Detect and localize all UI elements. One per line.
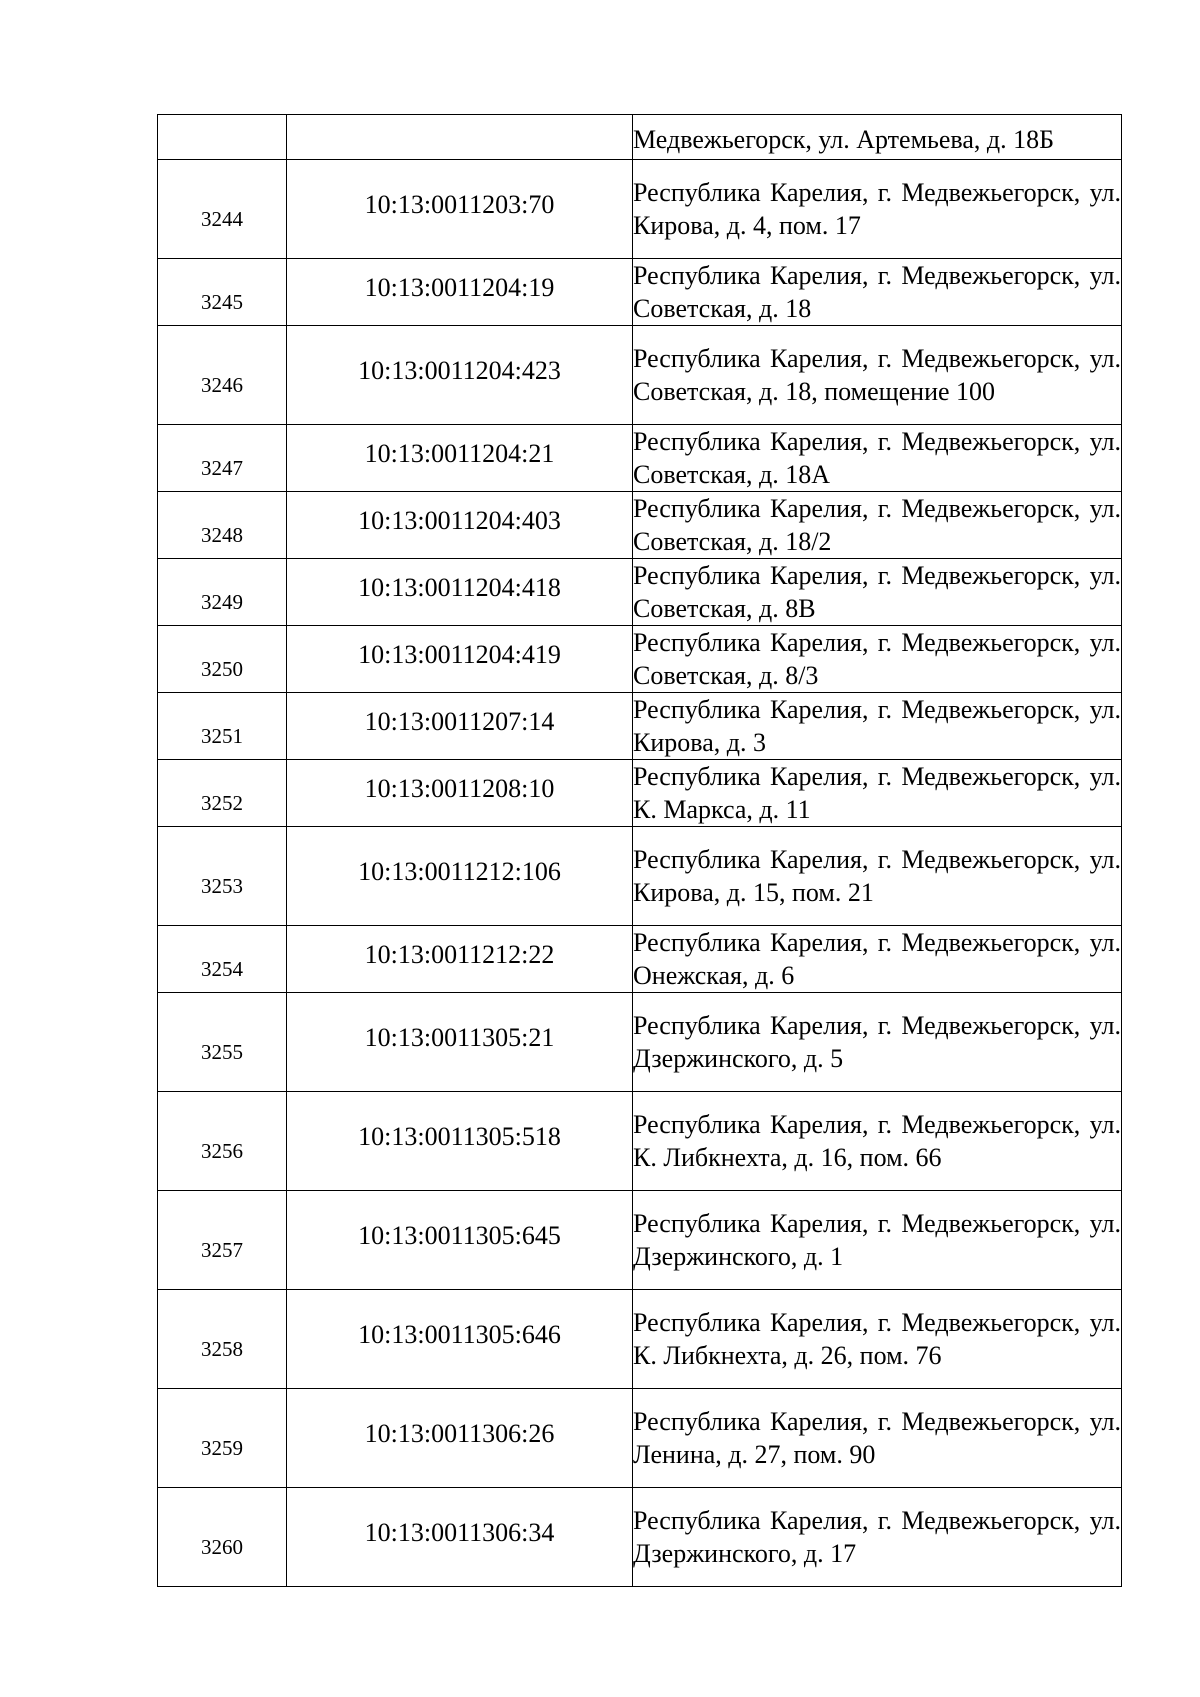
table-row [158, 259, 1122, 326]
row-number-cell: 3245 [158, 259, 287, 326]
cadastral-number-cell: 10:13:0011208:10 [287, 760, 633, 827]
address-cell: Республика Карелия, г. Медвежьегорск, ул. Кирова, д. 4, пом. 17 [633, 160, 1122, 259]
table-row [158, 1488, 1122, 1587]
cadastral-number-cell: 10:13:0011305:21 [287, 993, 633, 1092]
cadastral-number-cell: 10:13:0011212:106 [287, 827, 633, 926]
row-number-cell: 3247 [158, 425, 287, 492]
cadastral-number-cell: 10:13:0011204:403 [287, 492, 633, 559]
table-row [158, 492, 1122, 559]
row-number-cell: 3257 [158, 1191, 287, 1290]
address-cell: Республика Карелия, г. Медвежьегорск, ул. Советская, д. 8В [633, 559, 1122, 626]
row-number-cell: 3251 [158, 693, 287, 760]
row-number-cell: 3252 [158, 760, 287, 827]
address-cell: Республика Карелия, г. Медвежьегорск, ул. Советская, д. 18 [633, 259, 1122, 326]
address-cell: Республика Карелия, г. Медвежьегорск, ул. Советская, д. 18А [633, 425, 1122, 492]
row-number-cell: 3260 [158, 1488, 287, 1587]
registry-table-body [158, 115, 1122, 1587]
address-cell: Республика Карелия, г. Медвежьегорск, ул. Советская, д. 18/2 [633, 492, 1122, 559]
address-cell: Республика Карелия, г. Медвежьегорск, ул. Советская, д. 8/3 [633, 626, 1122, 693]
cadastral-number-cell: 10:13:0011204:21 [287, 425, 633, 492]
table-row [158, 1290, 1122, 1389]
address-cell: Республика Карелия, г. Медвежьегорск, ул. К. Маркса, д. 11 [633, 760, 1122, 827]
table-row [158, 760, 1122, 827]
row-number-cell: 3246 [158, 326, 287, 425]
address-cell: Республика Карелия, г. Медвежьегорск, ул. К. Либкнехта, д. 26, пом. 76 [633, 1290, 1122, 1389]
table-row [158, 1092, 1122, 1191]
address-cell: Республика Карелия, г. Медвежьегорск, ул. Кирова, д. 3 [633, 693, 1122, 760]
property-registry-table [157, 114, 1122, 1587]
address-cell: Республика Карелия, г. Медвежьегорск, ул. Дзержинского, д. 17 [633, 1488, 1122, 1587]
cadastral-number-cell: 10:13:0011306:26 [287, 1389, 633, 1488]
row-number-cell: 3249 [158, 559, 287, 626]
cadastral-number-cell: 10:13:0011306:34 [287, 1488, 633, 1587]
cadastral-number-cell: 10:13:0011212:22 [287, 926, 633, 993]
row-number-cell: 3254 [158, 926, 287, 993]
row-number-cell: 3256 [158, 1092, 287, 1191]
cadastral-number-cell: 10:13:0011204:418 [287, 559, 633, 626]
table-row [158, 559, 1122, 626]
row-number-cell: 3248 [158, 492, 287, 559]
address-cell: Республика Карелия, г. Медвежьегорск, ул. Онежская, д. 6 [633, 926, 1122, 993]
cadastral-number-cell: 10:13:0011305:645 [287, 1191, 633, 1290]
address-cell: Республика Карелия, г. Медвежьегорск, ул. Кирова, д. 15, пом. 21 [633, 827, 1122, 926]
address-cell: Республика Карелия, г. Медвежьегорск, ул. Дзержинского, д. 5 [633, 993, 1122, 1092]
address-cell: Республика Карелия, г. Медвежьегорск, ул. К. Либкнехта, д. 16, пом. 66 [633, 1092, 1122, 1191]
cadastral-number-cell: 10:13:0011204:423 [287, 326, 633, 425]
cadastral-number-cell: 10:13:0011207:14 [287, 693, 633, 760]
address-cell: Республика Карелия, г. Медвежьегорск, ул. Дзержинского, д. 1 [633, 1191, 1122, 1290]
cadastral-number-cell: 10:13:0011204:19 [287, 259, 633, 326]
row-number-cell [158, 115, 287, 160]
table-row [158, 115, 1122, 160]
cadastral-number-cell: 10:13:0011305:518 [287, 1092, 633, 1191]
table-row [158, 827, 1122, 926]
table-row [158, 693, 1122, 760]
table-row [158, 626, 1122, 693]
row-number-cell: 3258 [158, 1290, 287, 1389]
row-number-cell: 3255 [158, 993, 287, 1092]
address-cell: Республика Карелия, г. Медвежьегорск, ул. Советская, д. 18, помещение 100 [633, 326, 1122, 425]
table-row [158, 425, 1122, 492]
address-cell: Республика Карелия, г. Медвежьегорск, ул. Ленина, д. 27, пом. 90 [633, 1389, 1122, 1488]
cadastral-number-cell: 10:13:0011204:419 [287, 626, 633, 693]
cadastral-number-cell: 10:13:0011203:70 [287, 160, 633, 259]
row-number-cell: 3244 [158, 160, 287, 259]
table-row [158, 326, 1122, 425]
cadastral-number-cell [287, 115, 633, 160]
table-row [158, 1389, 1122, 1488]
table-row [158, 993, 1122, 1092]
row-number-cell: 3259 [158, 1389, 287, 1488]
cadastral-number-cell: 10:13:0011305:646 [287, 1290, 633, 1389]
table-row [158, 1191, 1122, 1290]
table-row [158, 160, 1122, 259]
address-cell: Медвежьегорск, ул. Артемьева, д. 18Б [633, 115, 1122, 160]
table-row [158, 926, 1122, 993]
row-number-cell: 3253 [158, 827, 287, 926]
row-number-cell: 3250 [158, 626, 287, 693]
